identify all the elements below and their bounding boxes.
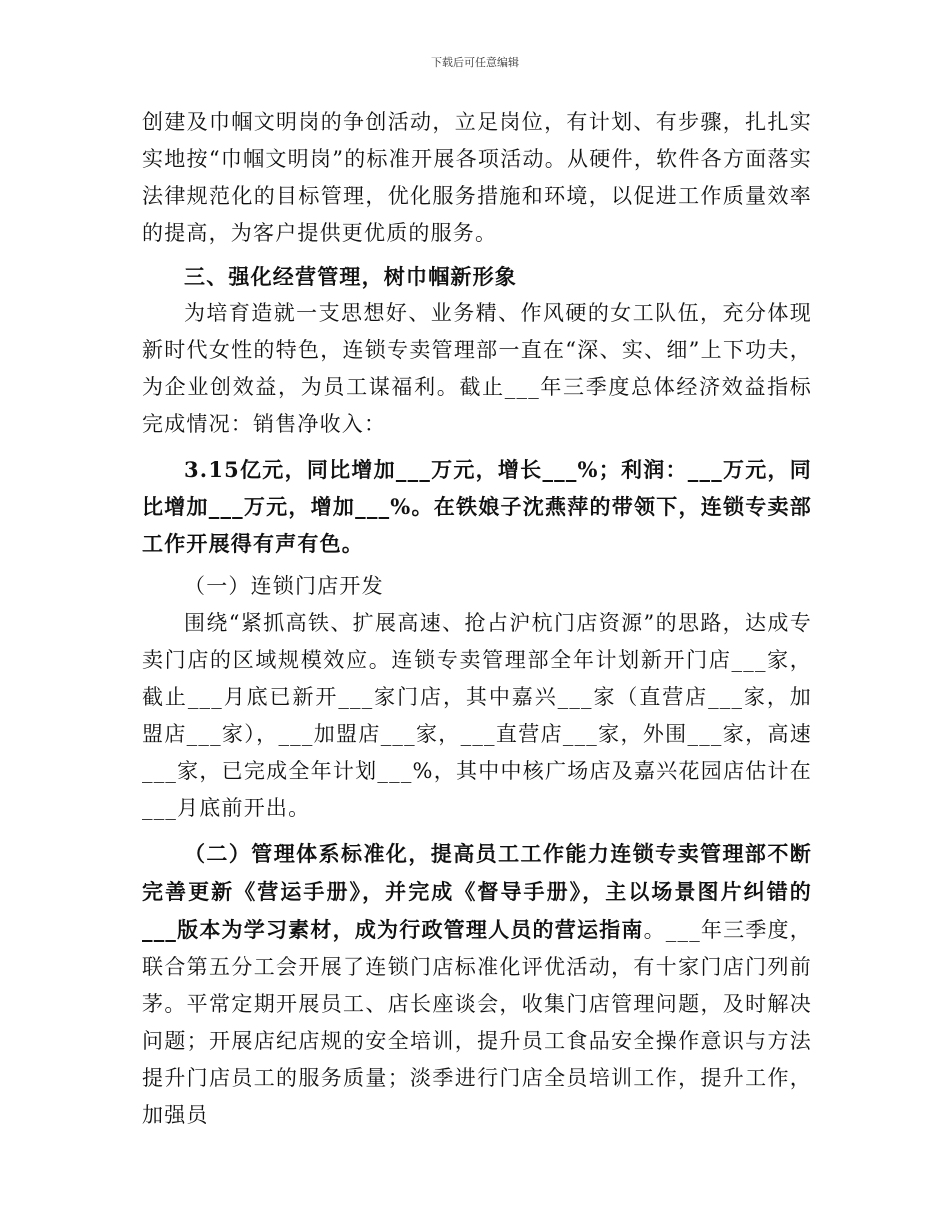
paragraph-sales-figures: 3.15亿元，同比增加___万元，增长___%；利润：___万元，同比增加___万元，增加___%。在铁娘子沈燕萍的带领下，连锁专卖部工作开展得有声有色。 <box>142 457 812 556</box>
section-heading-3: 三、强化经营管理，树巾帼新形象 <box>184 264 517 289</box>
document-body <box>142 104 812 1134</box>
paragraph-management-standardization <box>142 835 812 1134</box>
paragraph-civilization-post: 创建及巾帼文明岗的争创活动，立足岗位，有计划、有步骤，扎扎实实地按“巾帼文明岗”的标准开展各项活动。从硬件，软件各方面落实法律规范化的目标管理，优化服务措施和环境，以促进工作质量效率的提高，为客户提供更优质的服务。 <box>142 110 812 245</box>
paragraph-store-development: 围绕“紧抓高铁、扩展高速、抢占沪杭门店资源”的思路，达成专卖门店的区域规模效应。连锁专卖管理部全年计划新开门店___家，截止___月底已新开___家门店，其中嘉兴___家（直营店___家，加盟店___家），___加盟店___家，___直营店___家，外围___家，高速___家，已完成全年计划___%，其中中核广场店及嘉兴花园店估计在___月底前开出。 <box>142 611 812 820</box>
subsection-heading-2: （二）管理体系标准化，提高员工工作能力连锁专卖管理部不断完善更新《营运手册》，并完成《督导手册》，主以场景图片纠错的___版本为学习素材，成为行政管理人员的营运指南 <box>142 841 812 942</box>
paragraph-female-workforce: 为培育造就一支思想好、业务精、作风硬的女工队伍，充分体现新时代女性的特色，连锁专卖管理部一直在“深、实、细”上下功夫，为企业创效益，为员工谋福利。截止___年三季度总体经济效益指标完成情况：销售净收入： <box>142 301 812 436</box>
subsection-heading-1: （一）连锁门店开发 <box>184 574 384 598</box>
paragraph-standardization-text: 。___年三季度，联合第五分工会开展了连锁门店标准化评优活动，有十家门店门列前茅。平常定期开展员工、店长座谈会，收集门店管理问题，及时解决问题；开展店纪店规的安全培训，提升员工食品安全操作意识与方法提升门店员工的服务质量；淡季进行门店全员培训工作，提升工作，加强员 <box>142 918 812 1127</box>
page-header: 下载后可任意编辑 <box>431 56 519 69</box>
